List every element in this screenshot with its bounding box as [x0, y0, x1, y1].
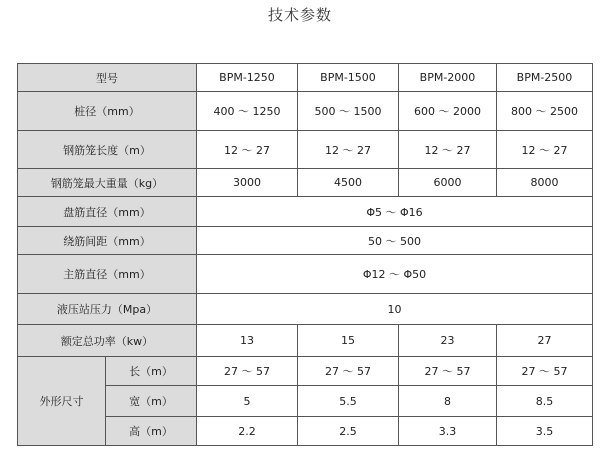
value-cell: 800 ～ 2500 [497, 92, 593, 131]
row-label: 钢筋笼长度（m） [18, 131, 197, 169]
row-label: 宽（m） [106, 386, 197, 417]
row-label: 型号 [18, 64, 197, 92]
value-cell: 2.2 [197, 417, 298, 446]
value-cell: 8.5 [497, 386, 593, 417]
value-cell: 5 [197, 386, 298, 417]
value-cell: 2.5 [298, 417, 399, 446]
table-row [18, 255, 593, 294]
value-cell: 3000 [197, 169, 298, 197]
model-cell: BPM-1250 [197, 64, 298, 92]
table-row-model [18, 64, 593, 92]
value-cell: 3.3 [399, 417, 497, 446]
dimensions-label: 外形尺寸 [18, 357, 106, 446]
value-cell: 50 ～ 500 [197, 227, 593, 255]
row-label: 桩径（mm） [18, 92, 197, 131]
value-cell: 12 ～ 27 [497, 131, 593, 169]
table-row [18, 325, 593, 357]
value-cell: 500 ～ 1500 [298, 92, 399, 131]
row-label: 盘筋直径（mm） [18, 197, 197, 227]
row-label: 液压站压力（Mpa） [18, 294, 197, 325]
model-cell: BPM-2000 [399, 64, 497, 92]
value-cell: 27 ～ 57 [298, 357, 399, 386]
table-row [18, 131, 593, 169]
value-cell: 5.5 [298, 386, 399, 417]
value-cell: 400 ～ 1250 [197, 92, 298, 131]
row-label: 额定总功率（kw） [18, 325, 197, 357]
value-cell: 4500 [298, 169, 399, 197]
value-cell: 27 ～ 57 [197, 357, 298, 386]
row-label: 高（m） [106, 417, 197, 446]
value-cell: 8000 [497, 169, 593, 197]
value-cell: Φ12 ～ Φ50 [197, 255, 593, 294]
model-cell: BPM-2500 [497, 64, 593, 92]
value-cell: 12 ～ 27 [399, 131, 497, 169]
value-cell: 6000 [399, 169, 497, 197]
page-title: 技术参数 [267, 6, 332, 24]
value-cell: 27 ～ 57 [399, 357, 497, 386]
table-row [18, 169, 593, 197]
value-cell: 10 [197, 294, 593, 325]
table-row [18, 197, 593, 227]
value-cell: 27 [497, 325, 593, 357]
row-label: 长（m） [106, 357, 197, 386]
table-row [18, 227, 593, 255]
value-cell: 23 [399, 325, 497, 357]
value-cell: 15 [298, 325, 399, 357]
value-cell: 13 [197, 325, 298, 357]
value-cell: 600 ～ 2000 [399, 92, 497, 131]
row-label: 绕筋间距（mm） [18, 227, 197, 255]
row-label: 钢筋笼最大重量（kg） [18, 169, 197, 197]
row-label: 主筋直径（mm） [18, 255, 197, 294]
value-cell: 12 ～ 27 [298, 131, 399, 169]
value-cell: Φ5 ～ Φ16 [197, 197, 593, 227]
value-cell: 8 [399, 386, 497, 417]
value-cell: 27 ～ 57 [497, 357, 593, 386]
spec-table [17, 63, 593, 446]
table-row [18, 92, 593, 131]
table-row [18, 357, 593, 386]
table-row [18, 294, 593, 325]
value-cell: 3.5 [497, 417, 593, 446]
model-cell: BPM-1500 [298, 64, 399, 92]
value-cell: 12 ～ 27 [197, 131, 298, 169]
